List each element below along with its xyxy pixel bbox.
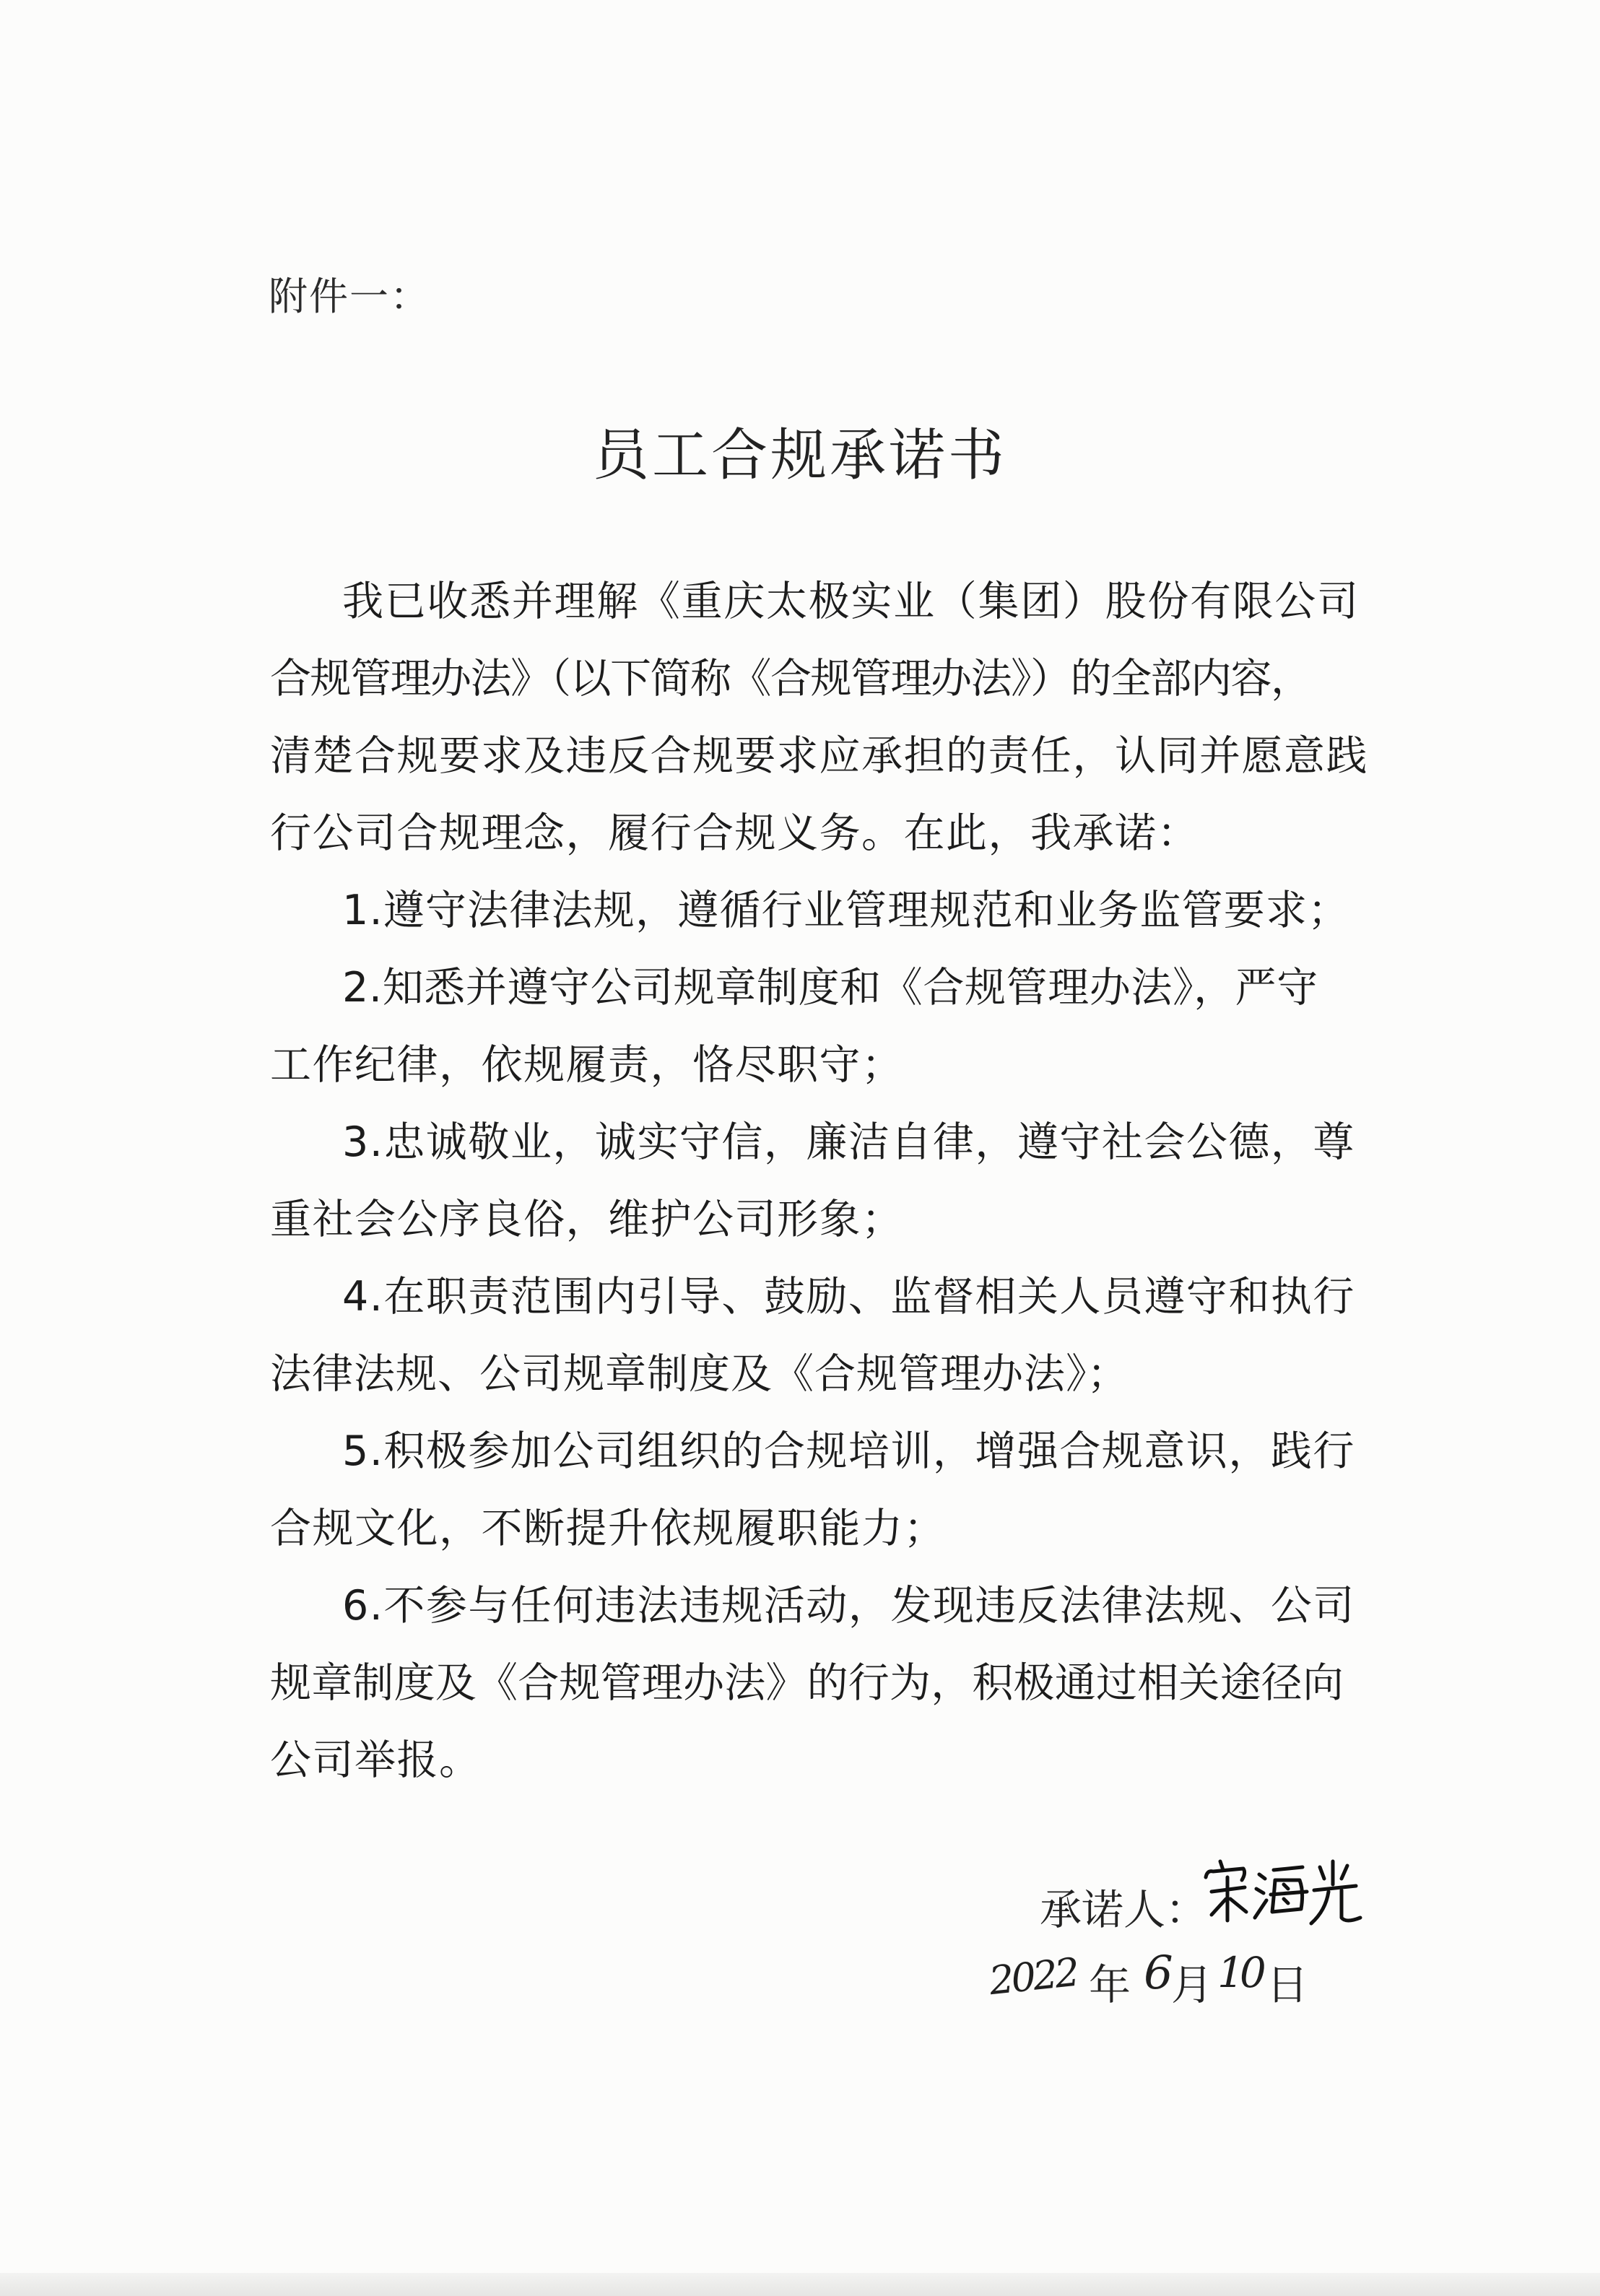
handwritten-signature bbox=[1199, 1848, 1365, 1935]
commitment-5-line: 合规文化，不断提升依规履职能力； bbox=[270, 1505, 946, 1552]
date-day-unit: 日 bbox=[1266, 1960, 1309, 2009]
commitment-6-line: 规章制度及《合规管理办法》的行为，积极通过相关途径向 bbox=[270, 1659, 1344, 1707]
commitment-2-line: 2.知悉并遵守公司规章制度和《合规管理办法》，严守 bbox=[342, 964, 1318, 1012]
date-day: 10 bbox=[1217, 1948, 1262, 1997]
commitment-4-line: 4.在职责范围内引导、鼓励、监督相关人员遵守和执行 bbox=[342, 1273, 1355, 1321]
intro-line: 合规管理办法》（以下简称《合规管理办法》）的全部内容， bbox=[270, 655, 1311, 703]
commitment-6-line: 公司举报。 bbox=[270, 1736, 482, 1784]
commitment-6-line: 6.不参与任何违法违规活动，发现违反法律法规、公司 bbox=[342, 1582, 1355, 1630]
document-title: 员工合规承诺书 bbox=[592, 423, 1007, 488]
date-month-unit: 月 bbox=[1171, 1960, 1214, 2009]
date-year: 2022 bbox=[987, 1949, 1079, 2004]
commitment-3-line: 重社会公序良俗，维护公司形象； bbox=[270, 1196, 904, 1243]
commitment-3-line: 3.忠诚敬业，诚实守信，廉洁自律，遵守社会公德，尊 bbox=[342, 1118, 1355, 1166]
commitment-4-line: 法律法规、公司规章制度及《合规管理办法》； bbox=[270, 1350, 1129, 1398]
page-bottom-edge bbox=[0, 2273, 1600, 2296]
intro-line: 行公司合规理念，履行合规义务。在此，我承诺： bbox=[270, 809, 1199, 857]
commitment-2-line: 工作纪律，依规履责，恪尽职守； bbox=[270, 1041, 904, 1089]
sign-date bbox=[989, 1942, 1321, 2029]
date-month: 6 bbox=[1144, 1947, 1173, 2000]
attachment-label: 附件一： bbox=[269, 274, 430, 319]
commitment-1-line: 1.遵守法律法规，遵循行业管理规范和业务监管要求； bbox=[342, 887, 1350, 934]
intro-line: 清楚合规要求及违反合规要求应承担的责任，认同并愿意践 bbox=[270, 732, 1368, 780]
date-year-unit: 年 bbox=[1089, 1960, 1131, 2009]
intro-line: 我已收悉并理解《重庆太极实业（集团）股份有限公司 bbox=[342, 578, 1360, 625]
signer-label: 承诺人： bbox=[1040, 1885, 1208, 1934]
commitment-5-line: 5.积极参加公司组织的合规培训，增强合规意识，践行 bbox=[342, 1427, 1355, 1475]
